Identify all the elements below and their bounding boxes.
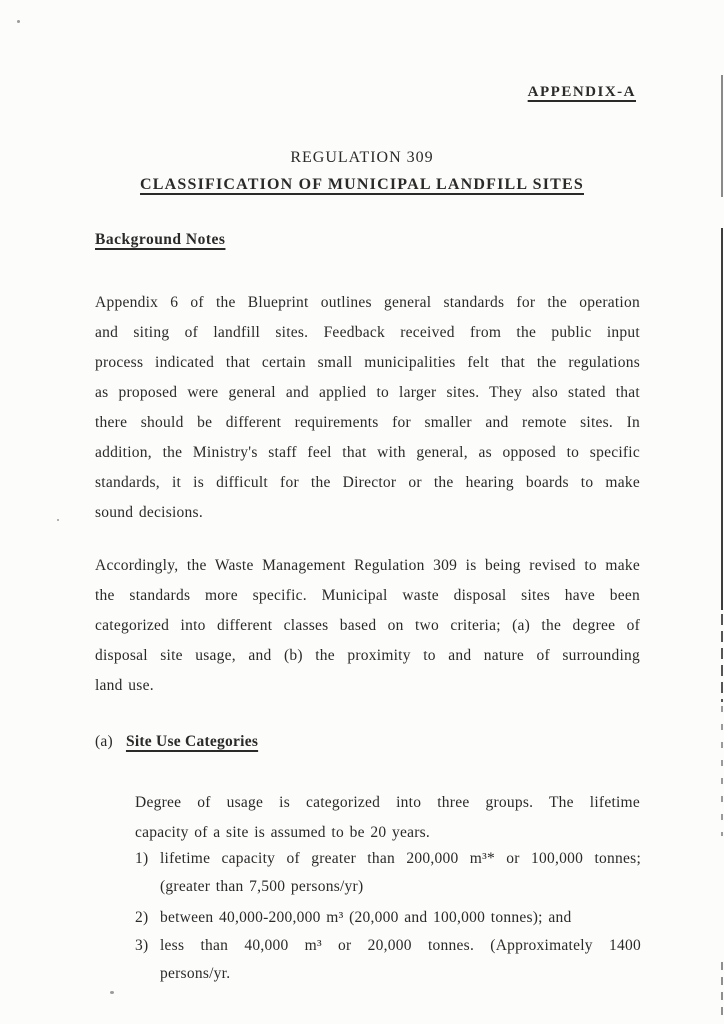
text-line: as proposed were general and applied to larger sites. They also stated that	[95, 384, 640, 401]
list-item-1-text	[160, 845, 641, 901]
text-line: sound decisions.	[95, 504, 203, 521]
text-line: capacity of a site is assumed to be 20 years.	[135, 824, 431, 841]
text-line: there should be different requirements for smaller and remote sites. In	[95, 414, 640, 431]
list-item-1	[135, 845, 641, 901]
list-item-3-marker: 3)	[135, 937, 149, 954]
text-line: the standards more specific. Municipal waste disposal sites have been	[95, 587, 640, 604]
page-edge-artifact	[721, 228, 723, 610]
text-line: and siting of landfill sites. Feedback received from the public input	[95, 324, 640, 341]
text-line: Accordingly, the Waste Management Regulation 309 is being revised to make	[95, 557, 640, 574]
section-a-marker: (a)	[95, 733, 113, 750]
section-a-heading: Site Use Categories	[125, 733, 259, 750]
list-item-2	[135, 904, 641, 932]
text-line: (greater than 7,500 persons/yr)	[160, 878, 364, 895]
section-a-intro	[135, 788, 640, 848]
text-line: disposal site usage, and (b) the proximity to and nature of surrounding	[95, 647, 640, 664]
document-subtitle	[0, 176, 724, 194]
text-line: categorized into different classes based on two criteria; (a) the degree of	[95, 617, 640, 634]
list-item-3-text	[160, 932, 641, 988]
list-item-2-marker: 2)	[135, 909, 149, 926]
page-edge-artifact	[721, 706, 723, 836]
page-edge-artifact	[721, 75, 723, 197]
document-title: REGULATION 309	[290, 149, 434, 166]
list-item-3	[135, 932, 641, 988]
appendix-label: APPENDIX-A	[527, 84, 636, 100]
scan-speck	[17, 20, 20, 23]
page-edge-artifact	[721, 614, 723, 702]
scan-speck	[110, 991, 114, 994]
list-item-2-text	[160, 904, 641, 932]
paragraph-background-2	[95, 551, 640, 701]
site-use-category-list	[135, 845, 641, 988]
document-subtitle-text: CLASSIFICATION OF MUNICIPAL LANDFILL SITES	[140, 176, 584, 193]
section-a-heading-row	[95, 733, 640, 751]
background-notes-heading: Background Notes	[95, 231, 226, 248]
list-item-1-marker: 1)	[135, 850, 149, 867]
text-line: addition, the Ministry's staff feel that with general, as opposed to specific	[95, 444, 640, 461]
page-edge-artifact	[721, 962, 723, 1022]
text-line: Degree of usage is categorized into three groups. The lifetime	[135, 794, 640, 811]
text-line: persons/yr.	[160, 965, 231, 982]
text-line: lifetime capacity of greater than 200,000 m³* or 100,000 tonnes;	[160, 850, 641, 867]
text-line: between 40,000-200,000 m³ (20,000 and 100,000 tonnes); and	[160, 909, 572, 926]
scan-speck	[57, 519, 59, 521]
text-line: less than 40,000 m³ or 20,000 tonnes. (Approximately 1400	[160, 937, 641, 954]
text-line: standards, it is difficult for the Director or the hearing boards to make	[95, 474, 640, 491]
text-line: land use.	[95, 677, 154, 694]
text-line: Appendix 6 of the Blueprint outlines general standards for the operation	[95, 294, 640, 311]
paragraph-background-1	[95, 288, 640, 528]
text-line: process indicated that certain small municipalities felt that the regulations	[95, 354, 640, 371]
